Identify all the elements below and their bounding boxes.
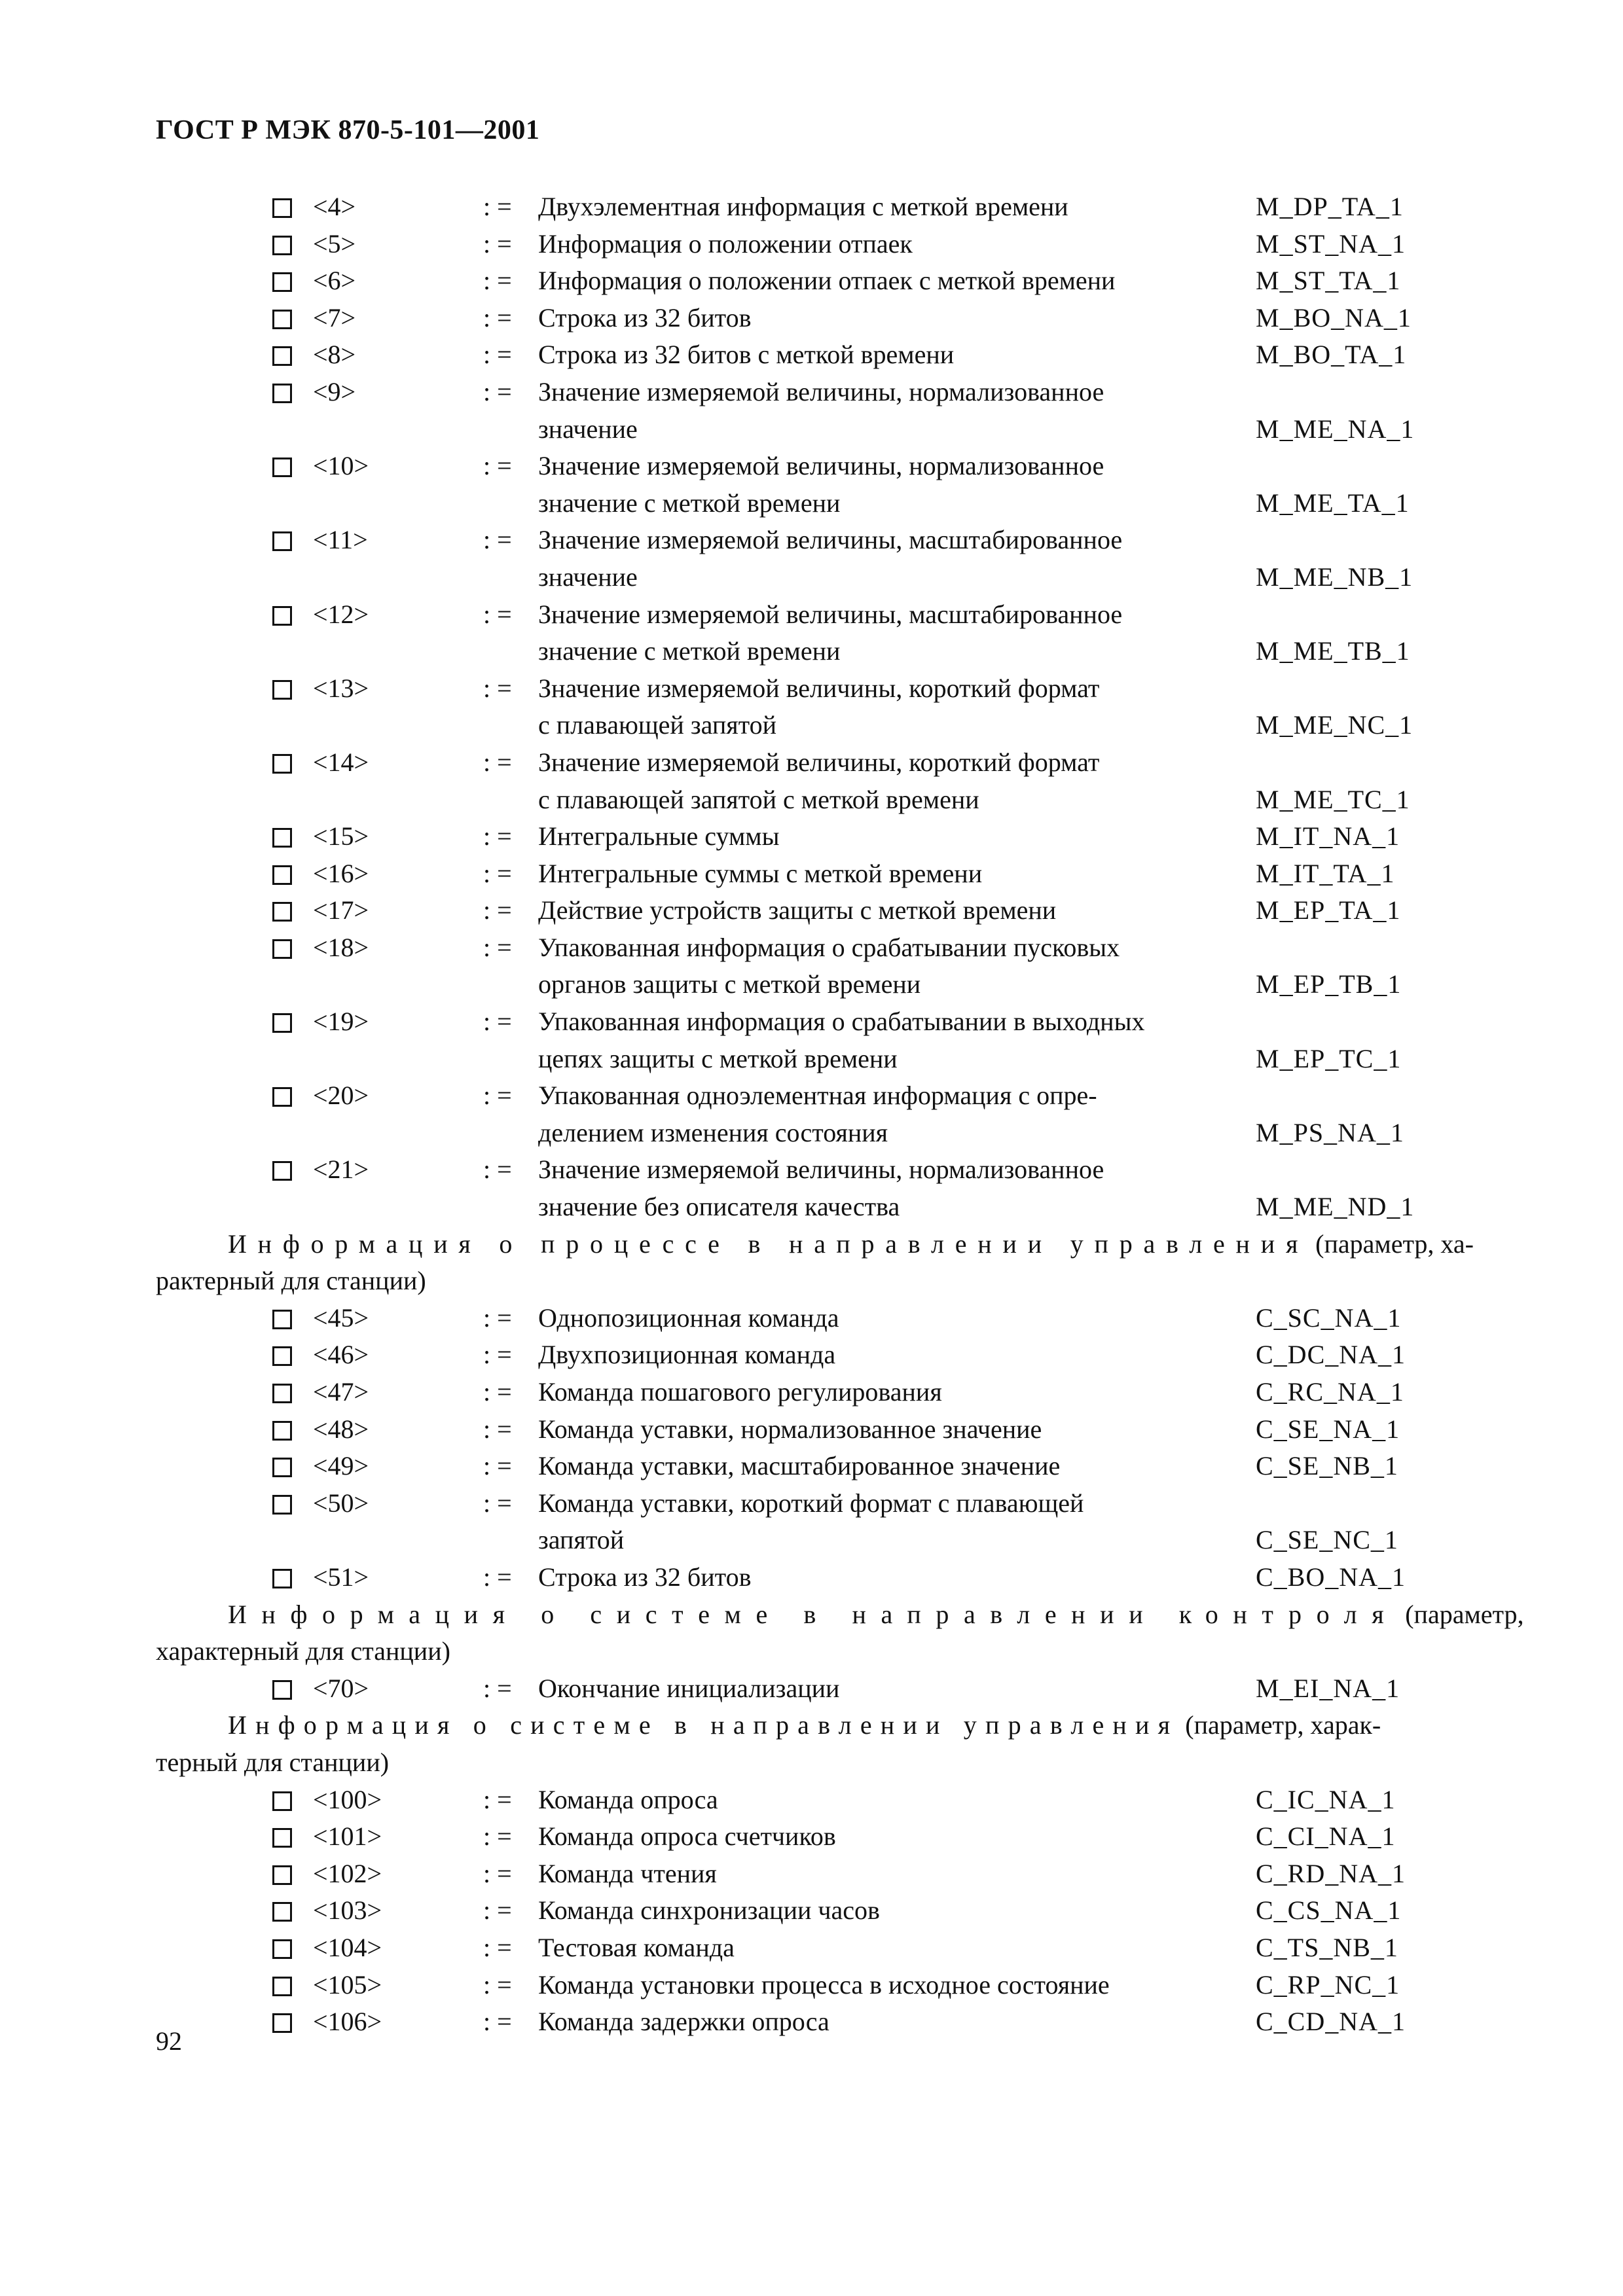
- assign-symbol: : =: [483, 1302, 512, 1333]
- assign-symbol: : =: [483, 1673, 512, 1703]
- type-identifier: C_SE_NC_1: [1256, 1525, 1398, 1555]
- checkbox[interactable]: [272, 1939, 292, 1959]
- type-description: [538, 1929, 735, 1967]
- document-header: ГОСТ Р МЭК 870-5-101—2001: [156, 115, 540, 145]
- checkbox[interactable]: [272, 1384, 292, 1403]
- description-line: Команда опроса: [538, 1784, 718, 1814]
- type-identifier: M_IT_NA_1: [1256, 821, 1400, 852]
- type-identifier: M_ME_TB_1: [1256, 636, 1410, 666]
- checkbox[interactable]: [272, 1421, 292, 1441]
- checkbox[interactable]: [272, 1791, 292, 1811]
- checkbox[interactable]: [272, 1902, 292, 1922]
- checkbox[interactable]: [272, 1977, 292, 1996]
- type-identifier: M_ME_ND_1: [1256, 1192, 1415, 1222]
- checkbox[interactable]: [272, 384, 292, 403]
- description-line: Окончание инициализации: [538, 1673, 840, 1703]
- type-number: <45>: [313, 1302, 369, 1333]
- type-identifier: M_EP_TB_1: [1256, 969, 1402, 999]
- description-line: Значение измеряемой величины, нормализованное: [538, 451, 1104, 481]
- description-line: с плавающей запятой с меткой времени: [538, 784, 979, 814]
- type-number: <8>: [313, 340, 356, 370]
- section-note-continued: характерный для станции): [156, 1636, 450, 1666]
- type-number: <104>: [313, 1932, 382, 1962]
- type-description: [538, 374, 1104, 448]
- asdu-type-row: [156, 262, 1491, 300]
- description-line: Информация о положении отпаек с меткой времени: [538, 266, 1116, 296]
- type-description: [538, 929, 1120, 1003]
- asdu-type-row: [156, 929, 1491, 1003]
- type-description: [538, 1374, 942, 1411]
- type-description: [538, 1782, 718, 1819]
- type-number: <20>: [313, 1081, 369, 1111]
- assign-symbol: : =: [483, 192, 512, 221]
- description-line: значение без описателя качества: [538, 1192, 900, 1222]
- type-number: <15>: [313, 821, 369, 852]
- type-description: [538, 300, 752, 337]
- description-line: Команда задержки опроса: [538, 2007, 830, 2037]
- type-number: <46>: [313, 1340, 369, 1370]
- assign-symbol: : =: [483, 451, 512, 481]
- assign-symbol: : =: [483, 228, 512, 259]
- checkbox[interactable]: [272, 939, 292, 959]
- type-identifier: C_CS_NA_1: [1256, 1895, 1402, 1926]
- type-description: [538, 744, 1099, 818]
- section-title: Информация о процессе в направлении управления: [228, 1229, 1309, 1259]
- checkbox[interactable]: [272, 1087, 292, 1107]
- type-description: [538, 1003, 1144, 1077]
- assign-symbol: : =: [483, 1488, 512, 1518]
- type-identifier: C_TS_NB_1: [1256, 1932, 1398, 1962]
- type-identifier: M_ST_NA_1: [1256, 228, 1406, 259]
- asdu-type-row: [156, 448, 1491, 522]
- type-number: <18>: [313, 932, 369, 962]
- type-identifier: M_DP_TA_1: [1256, 192, 1404, 221]
- description-line: Значение измеряемой величины, масштабированное: [538, 525, 1123, 555]
- description-line: делением изменения состояния: [538, 1117, 888, 1147]
- type-description: [538, 1892, 880, 1929]
- type-number: <103>: [313, 1895, 382, 1926]
- type-number: <6>: [313, 266, 356, 296]
- assign-symbol: : =: [483, 525, 512, 555]
- description-line: Значение измеряемой величины, нормализованное: [538, 376, 1104, 406]
- asdu-type-row: [156, 892, 1491, 929]
- type-identifier: M_EP_TA_1: [1256, 895, 1401, 925]
- type-identifier: M_EP_TC_1: [1256, 1043, 1402, 1073]
- description-line: Упакованная одноэлементная информация с опре-: [538, 1081, 1097, 1111]
- type-number: <19>: [313, 1007, 369, 1037]
- type-description: [538, 1077, 1097, 1151]
- type-identifier: C_DC_NA_1: [1256, 1340, 1406, 1370]
- description-line: Значение измеряемой величины, короткий формат: [538, 747, 1100, 777]
- asdu-type-row: [156, 1003, 1491, 1077]
- asdu-type-row: [156, 522, 1491, 596]
- section-note: (параметр,: [1398, 1599, 1524, 1629]
- type-number: <10>: [313, 451, 369, 481]
- section-title: Информация о системе в направлении управления: [228, 1710, 1179, 1740]
- checkbox[interactable]: [272, 531, 292, 551]
- type-number: <70>: [313, 1673, 369, 1703]
- description-line: Действие устройств защиты с меткой времени: [538, 895, 1057, 925]
- page-number: 92: [156, 2026, 182, 2056]
- asdu-type-row: [156, 1336, 1491, 1374]
- checkbox[interactable]: [272, 1346, 292, 1366]
- asdu-type-row: [156, 1782, 1491, 1819]
- assign-symbol: : =: [483, 1377, 512, 1407]
- checkbox[interactable]: [272, 346, 292, 366]
- description-line: органов защиты с меткой времени: [538, 969, 921, 999]
- assign-symbol: : =: [483, 1451, 512, 1481]
- assign-symbol: : =: [483, 1932, 512, 1962]
- description-line: запятой: [538, 1525, 625, 1555]
- description-line: с плавающей запятой: [538, 710, 777, 740]
- description-line: цепях защиты с меткой времени: [538, 1043, 898, 1073]
- type-identifier: M_ME_NA_1: [1256, 414, 1415, 444]
- checkbox[interactable]: [272, 1865, 292, 1885]
- checkbox[interactable]: [272, 1569, 292, 1588]
- checkbox[interactable]: [272, 828, 292, 848]
- assign-symbol: : =: [483, 821, 512, 852]
- type-description: [538, 2003, 830, 2041]
- assign-symbol: : =: [483, 376, 512, 406]
- description-line: значение с меткой времени: [538, 488, 841, 518]
- checkbox[interactable]: [272, 1495, 292, 1515]
- description-line: Значение измеряемой величины, масштабированное: [538, 599, 1123, 629]
- type-number: <11>: [313, 525, 368, 555]
- description-line: значение с меткой времени: [538, 636, 841, 666]
- type-description: [538, 1151, 1104, 1225]
- type-number: <4>: [313, 192, 356, 221]
- assign-symbol: : =: [483, 266, 512, 296]
- checkbox[interactable]: [272, 754, 292, 774]
- control-direction-list: [156, 1300, 1491, 1596]
- type-identifier: C_RC_NA_1: [1256, 1377, 1404, 1407]
- description-line: Команда синхронизации часов: [538, 1895, 880, 1926]
- type-description: [538, 1485, 1084, 1559]
- checkbox[interactable]: [272, 1828, 292, 1848]
- assign-symbol: : =: [483, 858, 512, 888]
- asdu-type-row: [156, 2003, 1491, 2041]
- checkbox[interactable]: [272, 1013, 292, 1033]
- type-number: <16>: [313, 858, 369, 888]
- asdu-type-row: [156, 1892, 1491, 1929]
- asdu-type-row: [156, 855, 1491, 893]
- section-title: Информация о системе в направлении контроля: [228, 1599, 1399, 1629]
- checkbox[interactable]: [272, 1310, 292, 1329]
- type-identifier: C_RD_NA_1: [1256, 1858, 1406, 1888]
- assign-symbol: : =: [483, 673, 512, 703]
- type-identifier: M_ST_TA_1: [1256, 266, 1401, 296]
- description-line: Строка из 32 битов: [538, 302, 752, 332]
- assign-symbol: : =: [483, 1007, 512, 1037]
- checkbox[interactable]: [272, 310, 292, 329]
- asdu-type-row: [156, 1448, 1491, 1485]
- assign-symbol: : =: [483, 1155, 512, 1185]
- assign-symbol: : =: [483, 1081, 512, 1111]
- checkbox[interactable]: [272, 198, 292, 218]
- checkbox[interactable]: [272, 606, 292, 626]
- asdu-type-row: [156, 1967, 1491, 2004]
- type-number: <7>: [313, 302, 356, 332]
- type-identifier: M_PS_NA_1: [1256, 1117, 1404, 1147]
- type-description: [538, 1670, 839, 1708]
- checkbox[interactable]: [272, 902, 292, 922]
- type-number: <51>: [313, 1562, 369, 1592]
- assign-symbol: : =: [483, 1858, 512, 1888]
- asdu-type-row: [156, 1559, 1491, 1596]
- type-identifier: C_SE_NB_1: [1256, 1451, 1398, 1481]
- section-note: (параметр, харак-: [1178, 1710, 1381, 1740]
- type-identifier: C_SE_NA_1: [1256, 1414, 1400, 1444]
- asdu-type-row: [156, 818, 1491, 855]
- type-number: <12>: [313, 599, 369, 629]
- type-description: [538, 188, 1068, 226]
- type-description: [538, 1856, 717, 1893]
- asdu-type-row: [156, 188, 1491, 226]
- type-number: <14>: [313, 747, 369, 777]
- type-identifier: C_SC_NA_1: [1256, 1302, 1402, 1333]
- type-identifier: C_IC_NA_1: [1256, 1784, 1396, 1814]
- section-note-continued: терный для станции): [156, 1747, 390, 1777]
- type-number: <48>: [313, 1414, 369, 1444]
- description-line: Команда уставки, короткий формат с плавающей: [538, 1488, 1084, 1518]
- type-description: [538, 855, 982, 893]
- checkbox[interactable]: [272, 236, 292, 255]
- description-line: Значение измеряемой величины, нормализованное: [538, 1155, 1104, 1185]
- type-description: [538, 670, 1099, 744]
- type-description: [538, 1336, 835, 1374]
- checkbox[interactable]: [272, 272, 292, 292]
- type-number: <102>: [313, 1858, 382, 1888]
- section-heading: [228, 1707, 1491, 1744]
- checkbox[interactable]: [272, 457, 292, 477]
- type-number: <9>: [313, 376, 356, 406]
- description-line: Двухпозиционная команда: [538, 1340, 836, 1370]
- assign-symbol: : =: [483, 1821, 512, 1852]
- type-identifier: C_RP_NC_1: [1256, 1969, 1400, 2000]
- description-line: Интегральные суммы: [538, 821, 780, 852]
- type-identifier: M_IT_TA_1: [1256, 858, 1395, 888]
- section-note-continued: рактерный для станции): [156, 1266, 426, 1296]
- assign-symbol: : =: [483, 747, 512, 777]
- type-identifier: M_ME_NB_1: [1256, 562, 1413, 592]
- description-line: Однопозиционная команда: [538, 1302, 839, 1333]
- assign-symbol: : =: [483, 302, 512, 332]
- assign-symbol: : =: [483, 2007, 512, 2037]
- asdu-type-row: [156, 1485, 1491, 1559]
- asdu-type-row: [156, 1856, 1491, 1893]
- type-identifier: C_CI_NA_1: [1256, 1821, 1396, 1852]
- description-line: Интегральные суммы с меткой времени: [538, 858, 983, 888]
- asdu-type-row: [156, 744, 1491, 818]
- description-line: Двухэлементная информация с меткой времени: [538, 192, 1068, 221]
- type-identifier: M_ME_TC_1: [1256, 784, 1410, 814]
- assign-symbol: : =: [483, 895, 512, 925]
- system-control-list: [156, 1782, 1491, 2041]
- section-system-control-direction: [156, 1707, 1491, 1781]
- asdu-type-row: [156, 596, 1491, 670]
- type-number: <49>: [313, 1451, 369, 1481]
- assign-symbol: : =: [483, 1340, 512, 1370]
- section-heading: [228, 1596, 1524, 1634]
- assign-symbol: : =: [483, 340, 512, 370]
- assign-symbol: : =: [483, 1562, 512, 1592]
- type-description: [538, 596, 1122, 670]
- type-number: <17>: [313, 895, 369, 925]
- checkbox[interactable]: [272, 1161, 292, 1181]
- asdu-type-row: [156, 1818, 1491, 1856]
- assign-symbol: : =: [483, 599, 512, 629]
- description-line: Значение измеряемой величины, короткий формат: [538, 673, 1100, 703]
- type-identifier: C_CD_NA_1: [1256, 2007, 1406, 2037]
- type-number: <101>: [313, 1821, 382, 1852]
- type-description: [538, 1967, 1110, 2004]
- description-line: Строка из 32 битов с меткой времени: [538, 340, 955, 370]
- asdu-type-row: [156, 670, 1491, 744]
- type-number: <47>: [313, 1377, 369, 1407]
- asdu-type-row: [156, 226, 1491, 263]
- checkbox[interactable]: [272, 1458, 292, 1477]
- type-number: <5>: [313, 228, 356, 259]
- assign-symbol: : =: [483, 1969, 512, 2000]
- type-description: [538, 1818, 836, 1856]
- asdu-type-row: [156, 336, 1491, 374]
- type-description: [538, 1300, 839, 1337]
- type-identifier: C_BO_NA_1: [1256, 1562, 1406, 1592]
- asdu-type-row: [156, 1300, 1491, 1337]
- type-description: [538, 336, 954, 374]
- description-line: Тестовая команда: [538, 1932, 735, 1962]
- assign-symbol: : =: [483, 1414, 512, 1444]
- type-number: <105>: [313, 1969, 382, 2000]
- description-line: Команда пошагового регулирования: [538, 1377, 942, 1407]
- checkbox[interactable]: [272, 2013, 292, 2033]
- checkbox[interactable]: [272, 865, 292, 885]
- assign-symbol: : =: [483, 932, 512, 962]
- checkbox[interactable]: [272, 1680, 292, 1700]
- asdu-type-row: [156, 1411, 1491, 1448]
- description-line: Упакованная информация о срабатывании в выходных: [538, 1007, 1145, 1037]
- type-number: <100>: [313, 1784, 382, 1814]
- description-line: Команда опроса счетчиков: [538, 1821, 836, 1852]
- type-description: [538, 892, 1056, 929]
- type-identifier: M_BO_TA_1: [1256, 340, 1407, 370]
- asdu-type-row: [156, 1374, 1491, 1411]
- page-content: [156, 188, 1524, 2041]
- type-identifier: M_ME_NC_1: [1256, 710, 1413, 740]
- system-monitor-list: [156, 1670, 1491, 1708]
- type-identifier: M_EI_NA_1: [1256, 1673, 1400, 1703]
- description-line: Информация о положении отпаек: [538, 228, 913, 259]
- asdu-type-row: [156, 1929, 1491, 1967]
- type-description: [538, 1559, 752, 1596]
- type-number: <21>: [313, 1155, 369, 1185]
- type-identifier: M_BO_NA_1: [1256, 302, 1412, 332]
- type-description: [538, 818, 779, 855]
- asdu-type-row: [156, 1670, 1491, 1708]
- type-description: [538, 1448, 1060, 1485]
- type-description: [538, 1411, 1042, 1448]
- asdu-type-row: [156, 1077, 1491, 1151]
- type-description: [538, 522, 1122, 596]
- description-line: Команда уставки, масштабированное значение: [538, 1451, 1061, 1481]
- type-description: [538, 226, 913, 263]
- monitor-direction-list: [156, 188, 1491, 1226]
- section-heading: [228, 1226, 1491, 1263]
- description-line: Строка из 32 битов: [538, 1562, 752, 1592]
- checkbox[interactable]: [272, 680, 292, 700]
- description-line: значение: [538, 414, 638, 444]
- type-identifier: M_ME_TA_1: [1256, 488, 1410, 518]
- description-line: значение: [538, 562, 638, 592]
- assign-symbol: : =: [483, 1895, 512, 1926]
- asdu-type-row: [156, 1151, 1491, 1225]
- assign-symbol: : =: [483, 1784, 512, 1814]
- description-line: Упакованная информация о срабатывании пусковых: [538, 932, 1120, 962]
- type-description: [538, 262, 1115, 300]
- type-number: <106>: [313, 2007, 382, 2037]
- section-process-control-direction: [156, 1226, 1491, 1300]
- description-line: Команда чтения: [538, 1858, 717, 1888]
- section-note: (параметр, ха-: [1309, 1229, 1474, 1259]
- description-line: Команда установки процесса в исходное состояние: [538, 1969, 1110, 2000]
- description-line: Команда уставки, нормализованное значение: [538, 1414, 1042, 1444]
- section-system-monitor-direction: [156, 1596, 1524, 1670]
- asdu-type-row: [156, 374, 1491, 448]
- type-number: <13>: [313, 673, 369, 703]
- type-description: [538, 448, 1104, 522]
- asdu-type-row: [156, 300, 1491, 337]
- type-number: <50>: [313, 1488, 369, 1518]
